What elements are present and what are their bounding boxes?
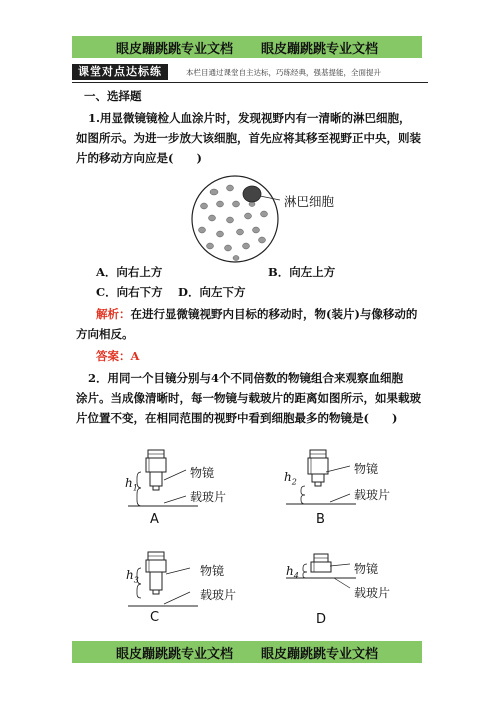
panel-b-h-label: $h_2$ — [284, 470, 297, 487]
banner-left-text: 眼皮蹦跳跳专业文档 — [115, 41, 233, 57]
panel-d-slide-label: 载玻片 — [354, 586, 391, 600]
answer-label: 答案： — [96, 349, 131, 363]
q1-option-c: C．向右下方 — [96, 285, 163, 299]
q2-stem-line-3: 片位置不变，在相同范围的视野中看到细胞最多的物镜是( ) — [76, 411, 398, 425]
q1-answer — [96, 346, 139, 366]
q1-analysis — [96, 304, 426, 324]
objective-figure-b — [286, 448, 379, 518]
banner-right-text: 眼皮蹦跳跳专业文档 — [261, 41, 379, 57]
section-note: 本栏目通过课堂自主达标，巧练经典，强基提能，全面提升 — [186, 67, 381, 77]
footer-left-text: 眼皮蹦跳跳专业文档 — [115, 646, 233, 662]
q1-stem-line-3: 片的移动方向应是( ) — [76, 151, 202, 165]
panel-b-slide-label: 载玻片 — [354, 488, 391, 502]
panel-a-h-label: $h_1$ — [125, 476, 138, 493]
analysis-label: 解析： — [96, 307, 131, 321]
analysis-text: 在进行显微镜视野内目标的移动时，物(装片)与像移动的 — [130, 307, 418, 321]
lymphocyte-cell — [243, 186, 261, 202]
microscope-field-figure — [190, 174, 280, 264]
footer-right-text: 眼皮蹦跳跳专业文档 — [261, 646, 379, 662]
q1-analysis-line-2: 方向相反。 — [76, 327, 134, 341]
panel-a-letter: A — [150, 512, 159, 527]
q1-option-a: A．向右上方 — [96, 265, 163, 279]
lymphocyte-label: 淋巴细胞 — [284, 194, 335, 209]
q1-option-d: D．向左下方 — [178, 285, 246, 299]
panel-c-h-label: $h_3$ — [126, 568, 139, 585]
panel-a-slide-label: 载玻片 — [190, 490, 227, 504]
panel-d-h-label: $h_4$ — [286, 564, 299, 581]
q2-stem-line-2: 涂片。当成像清晰时，每一物镜与载玻片的距离如图所示，如果载玻 — [76, 391, 421, 405]
section-bar — [72, 64, 428, 80]
panel-d-letter: D — [316, 612, 327, 627]
objective-figure-a — [128, 448, 218, 518]
section-divider — [72, 82, 428, 83]
header-banner — [72, 36, 422, 58]
section-tag: 课堂对点达标练 — [72, 64, 168, 80]
panel-b-lens-label: 物镜 — [354, 462, 379, 476]
footer-banner — [72, 641, 422, 663]
panel-d-lens-label: 物镜 — [354, 562, 379, 576]
q1-stem-line-1: 1.用显微镜镜检人血涂片时，发现视野内有一清晰的淋巴细胞， — [88, 111, 411, 125]
panel-b-letter: B — [316, 512, 325, 527]
q2-stem-line-1: 2．用同一个目镜分别与4个不同倍数的物镜组合来观察血细胞 — [88, 371, 404, 385]
answer-value: A — [130, 349, 140, 363]
panel-a-lens-label: 物镜 — [190, 466, 215, 480]
q1-stem-line-2: 如图所示。为进一步放大该细胞，首先应将其移至视野正中央，则装 — [76, 131, 421, 145]
section-heading: 一、选择题 — [84, 89, 142, 103]
panel-c-slide-label: 载玻片 — [200, 588, 237, 602]
objective-figure-c — [128, 548, 218, 618]
panel-c-lens-label: 物镜 — [200, 564, 225, 578]
panel-c-letter: C — [150, 610, 160, 625]
q1-option-b: B．向左上方 — [268, 265, 336, 279]
